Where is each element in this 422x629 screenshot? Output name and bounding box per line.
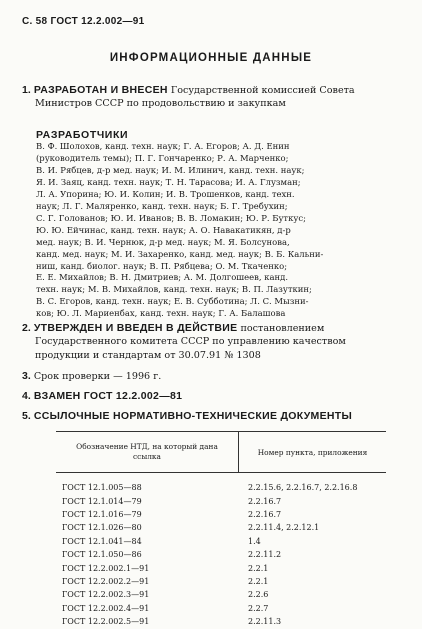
- table-row: [56, 602, 386, 615]
- developers-line: Я. И. Заяц, канд. техн. наук; Т. Н. Тарасова; И. А. Глузман;: [36, 176, 301, 187]
- developers-line: (руководитель темы); П. Г. Гончаренко; Р. А. Марченко;: [36, 152, 289, 163]
- developers-line: В. Ф. Шолохов, канд. техн. наук; Г. А. Егоров; А. Д. Енин: [36, 141, 290, 151]
- table-row: [56, 588, 386, 601]
- table-cell-doc: ГОСТ 12.2.002.4—91: [62, 603, 150, 613]
- table-cell-ref: 2.2.7: [248, 603, 269, 613]
- table-cell-doc: ГОСТ 12.2.002.5—91: [62, 617, 150, 627]
- developers-line: канд. мед. наук; М. И. Захаренко, канд. мед. наук; В. Б. Кальни-: [36, 248, 324, 259]
- table-row: [56, 561, 386, 574]
- table-cell-doc: ГОСТ 12.2.002.1—91: [62, 563, 150, 573]
- table-header-ref: Номер пункта, приложения: [257, 447, 368, 457]
- table-cell-doc: ГОСТ 12.2.002.3—91: [62, 590, 150, 600]
- table-cell-ref: 2.2.16.7: [248, 509, 282, 519]
- section-3-body: Срок проверки — 1996 г.: [33, 371, 162, 382]
- section-2-number: 2.: [22, 322, 31, 334]
- section-3: [22, 370, 400, 383]
- table-cell-ref: 2.2.11.4, 2.2.12.1: [248, 523, 320, 533]
- table-cell-doc: ГОСТ 12.1.041—84: [62, 536, 142, 546]
- section-2: [22, 322, 400, 362]
- section-2-body: постановлением Государственного комитета СССР по управлению качеством продукции и стандартам от 30.07.91 № 1308: [35, 323, 346, 361]
- page-title: ИНФОРМАЦИОННЫЕ ДАННЫЕ: [109, 52, 313, 64]
- table-cell-ref: 2.2.6: [248, 590, 269, 600]
- developers-line: наук; Л. Г. Маляренко, канд. техн. наук; Б. Г. Требухин;: [36, 200, 288, 211]
- references-table: [56, 431, 386, 628]
- running-head: С. 58 ГОСТ 12.2.002—91: [22, 16, 145, 27]
- table-cell-ref: 1.4: [248, 536, 261, 546]
- section-4-heading: ВЗАМЕН ГОСТ 12.2.002—81: [33, 390, 183, 402]
- table-row: [56, 508, 386, 521]
- table-header: [56, 431, 386, 473]
- table-cell-doc: ГОСТ 12.1.026—80: [62, 523, 142, 533]
- table-cell-doc: ГОСТ 12.1.014—79: [62, 496, 142, 506]
- table-row: [56, 521, 386, 534]
- developers-line: мед. наук; В. И. Чернюк, д-р мед. наук; М. Я. Болсунова,: [36, 236, 290, 247]
- section-4: [22, 390, 400, 403]
- table-row: [56, 615, 386, 628]
- developers-line: ниш, канд. биолог. наук; В. П. Рябцева; О. М. Ткаченко;: [36, 260, 288, 271]
- developers-title: РАЗРАБОТЧИКИ: [36, 129, 129, 141]
- table-cell-doc: ГОСТ 12.1.005—88: [62, 483, 142, 493]
- table-row: [56, 548, 386, 561]
- developers-line: Е. Е. Михайлов; В. Н. Дмитриев; А. М. Долгошеев, канд.: [36, 272, 289, 283]
- table-cell-doc: ГОСТ 12.1.050—86: [62, 550, 142, 560]
- section-4-number: 4.: [22, 390, 31, 402]
- developers-line: С. Г. Голованов; Ю. И. Иванов; В. В. Ломакин; Ю. Р. Буткус;: [36, 212, 306, 223]
- section-2-heading: УТВЕРЖДЕН И ВВЕДЕН В ДЕЙСТВИЕ: [33, 322, 238, 334]
- section-1-heading: РАЗРАБОТАН И ВНЕСЕН: [33, 84, 168, 96]
- table-row: [56, 575, 386, 588]
- table-row: [56, 535, 386, 548]
- developers-line: ков; Ю. Л. Мариенбах, канд. техн. наук; Г. А. Балашова: [36, 308, 286, 319]
- developers-line: Л. А. Упорина; Ю. И. Колин; И. В. Трошенков, канд. техн.: [36, 188, 295, 199]
- table-cell-doc: ГОСТ 12.1.016—79: [62, 509, 142, 519]
- table-cell-ref: 2.2.15.6, 2.2.16.7, 2.2.16.8: [248, 483, 358, 493]
- section-1-number: 1.: [22, 84, 31, 96]
- table-header-doc: Обозначение НТД, на который дана ссылка: [56, 432, 239, 472]
- section-5-heading: ССЫЛОЧНЫЕ НОРМАТИВНО-ТЕХНИЧЕСКИЕ ДОКУМЕНТЫ: [33, 410, 353, 422]
- section-1-body: Государственной комиссией Совета Министров СССР по продовольствию и закупкам: [35, 85, 355, 110]
- table-cell-ref: 2.2.11.2: [248, 550, 282, 560]
- developers-line: В. И. Рябцев, д-р мед. наук; И. М. Илинич, канд. техн. наук;: [36, 164, 305, 175]
- section-1: [22, 84, 400, 111]
- table-cell-ref: 2.2.1: [248, 563, 269, 573]
- section-5-number: 5.: [22, 410, 31, 422]
- developers-list: [36, 141, 398, 320]
- developers-line: Ю. Ю. Ейчинас, канд. техн. наук; А. О. Навакатикян, д-р: [36, 224, 291, 235]
- table-cell-doc: ГОСТ 12.2.002.2—91: [62, 576, 150, 586]
- table-cell-ref: 2.2.11.3: [248, 617, 282, 627]
- table-cell-ref: 2.2.16.7: [248, 496, 282, 506]
- table-row: [56, 481, 386, 494]
- table-cell-ref: 2.2.1: [248, 576, 269, 586]
- table-row: [56, 494, 386, 507]
- section-3-number: 3.: [22, 370, 31, 382]
- developers-line: техн. наук; М. В. Михайлов, канд. техн. наук; В. П. Лазуткин;: [36, 284, 312, 295]
- section-5: [22, 410, 400, 423]
- developers-line: В. С. Егоров, канд. техн. наук; Е. В. Субботина; Л. С. Мызни-: [36, 296, 309, 307]
- table-body: [56, 473, 386, 628]
